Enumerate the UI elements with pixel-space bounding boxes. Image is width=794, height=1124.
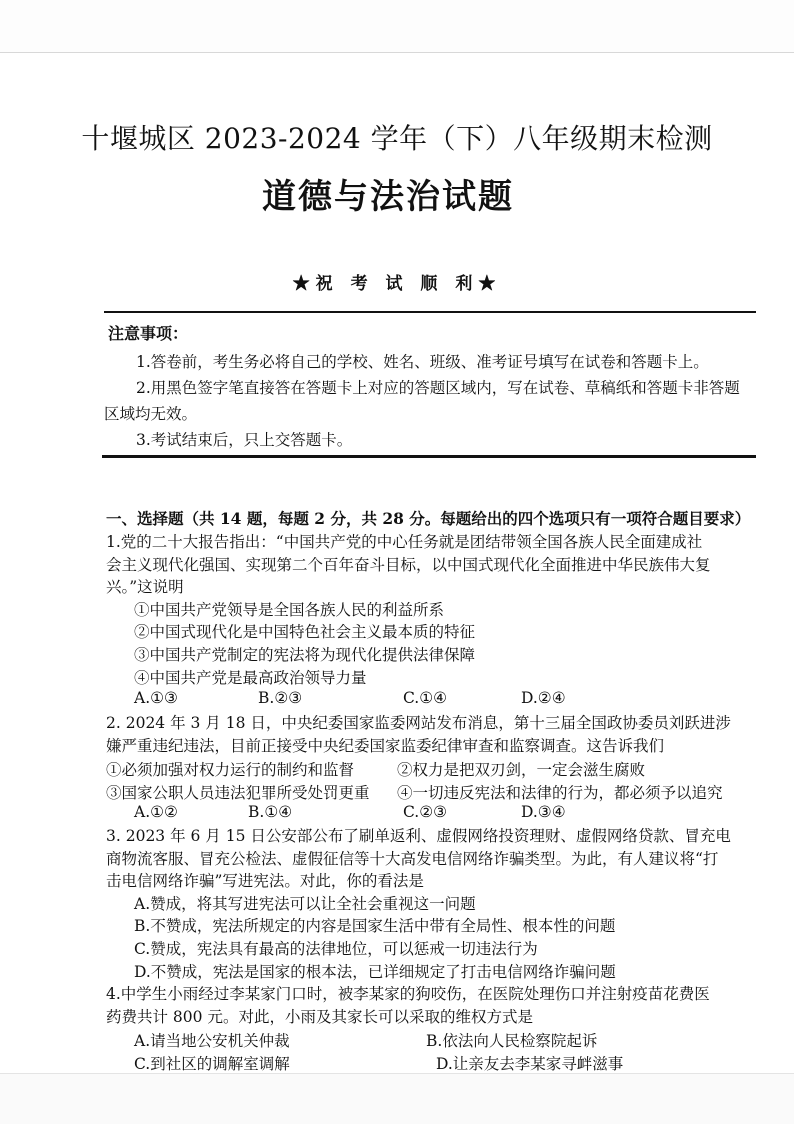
statement: ①中国共产党领导是全国各族人民的利益所系 — [134, 600, 445, 619]
option-b: B.②③ — [258, 689, 303, 707]
question-stem-line: 兴。”这说明 — [106, 578, 184, 597]
question-stem-line: 药费共计 800 元。对此，小雨及其家长可以采取的维权方式是 — [106, 1007, 533, 1026]
section-heading: 一、选择题（共 14 题，每题 2 分，共 28 分。每题给出的四个选项只有一项符合题目要求） — [106, 509, 751, 528]
notice-bottom-rule — [102, 455, 756, 458]
option-d: D.③④ — [521, 803, 566, 821]
scan-bottom-margin — [0, 1073, 794, 1124]
question-2 — [106, 712, 756, 757]
notice-top-rule — [104, 311, 756, 313]
question-stem-line: 2. 2024 年 3 月 18 日，中央纪委国家监委网站发布消息，第十三届全国政协委员刘跃进涉 — [106, 714, 731, 732]
statement: ③中国共产党制定的宪法将为现代化提供法律保障 — [134, 645, 476, 664]
statement: ③国家公职人员违法犯罪所受处罚更重 — [106, 784, 370, 802]
statement: ④中国共产党是最高政治领导力量 — [134, 668, 367, 687]
statement: ①必须加强对权力运行的制约和监督 — [106, 761, 355, 779]
statement: ②中国式现代化是中国特色社会主义最本质的特征 — [134, 623, 476, 642]
option-a: A.请当地公安机关仲裁 — [134, 1032, 290, 1050]
option-c: C.①④ — [403, 689, 448, 707]
choice-b: B.不赞成，宪法所规定的内容是国家生活中带有全局性、根本性的问题 — [134, 917, 616, 936]
choice-a: A.赞成，将其写进宪法可以让全社会重视这一问题 — [134, 894, 476, 913]
option-c: C.②③ — [403, 803, 448, 821]
subject-title: 道德与法治试题 — [262, 177, 514, 217]
choice-c: C.赞成，宪法具有最高的法律地位，可以惩戒一切违法行为 — [134, 939, 538, 958]
exam-title: 十堰城区 2023-2024 学年（下）八年级期末检测 — [81, 122, 713, 155]
question-stem-line: 商物流客服、冒充公检法、虚假征信等十大高发电信网络诈骗类型。为此，有人建议将“打 — [106, 849, 719, 868]
question-stem-line: 3. 2023 年 6 月 15 日公安部公布了刷单返利、虚假网络投资理财、虚假网络贷款、冒充电 — [106, 827, 731, 845]
option-c: C.到社区的调解室调解 — [134, 1055, 290, 1073]
option-b: B.依法向人民检察院起诉 — [426, 1032, 598, 1050]
question-4 — [106, 983, 756, 1028]
notice-title: 注意事项： — [108, 324, 189, 343]
good-luck-banner: ★祝 考 试 顺 利★ — [292, 274, 502, 294]
option-d: D.让亲友去李某家寻衅滋事 — [436, 1055, 624, 1073]
question-stem-line: 1.党的二十大报告指出：“中国共产党的中心任务就是团结带领全国各族人民全面建成社 — [106, 533, 703, 551]
question-stem-line: 嫌严重违纪违法，目前正接受中央纪委国家监委纪律审查和监察调查。这告诉我们 — [106, 736, 665, 755]
notice-item-2: 2.用黑色签字笔直接答在答题卡上对应的答题区域内，写在试卷、草稿纸和答题卡非答题区域均无效。 — [104, 379, 740, 423]
statement: ④一切违反宪法和法律的行为，都必须予以追究 — [397, 784, 723, 802]
choice-d: D.不赞成，宪法是国家的根本法，已详细规定了打击电信网络诈骗问题 — [134, 962, 616, 981]
question-stem-line: 4.中学生小雨经过李某家门口时，被李某家的狗咬伤，在医院处理伤口并注射疫苗花费医 — [106, 985, 710, 1003]
statement: ②权力是把双刃剑，一定会滋生腐败 — [397, 761, 646, 779]
question-3 — [106, 825, 756, 983]
question-stem-line: 击电信网络诈骗”写进宪法。对此，你的看法是 — [106, 872, 424, 891]
question-stem-line: 会主义现代化强国、实现第二个百年奋斗目标，以中国式现代化全面推进中华民族伟大复 — [106, 555, 711, 574]
option-d: D.②④ — [521, 689, 566, 707]
option-a: A.①③ — [134, 689, 178, 707]
notice-item-1: 1.答卷前，考生务必将自己的学校、姓名、班级、准考证号填写在试卷和答题卡上。 — [136, 353, 709, 371]
option-b: B.①④ — [248, 803, 293, 821]
option-a: A.①② — [134, 803, 178, 821]
question-1 — [106, 531, 756, 689]
scan-top-margin — [0, 0, 794, 53]
exam-page — [0, 53, 794, 1073]
notice-item-3: 3.考试结束后，只上交答题卡。 — [136, 431, 353, 449]
